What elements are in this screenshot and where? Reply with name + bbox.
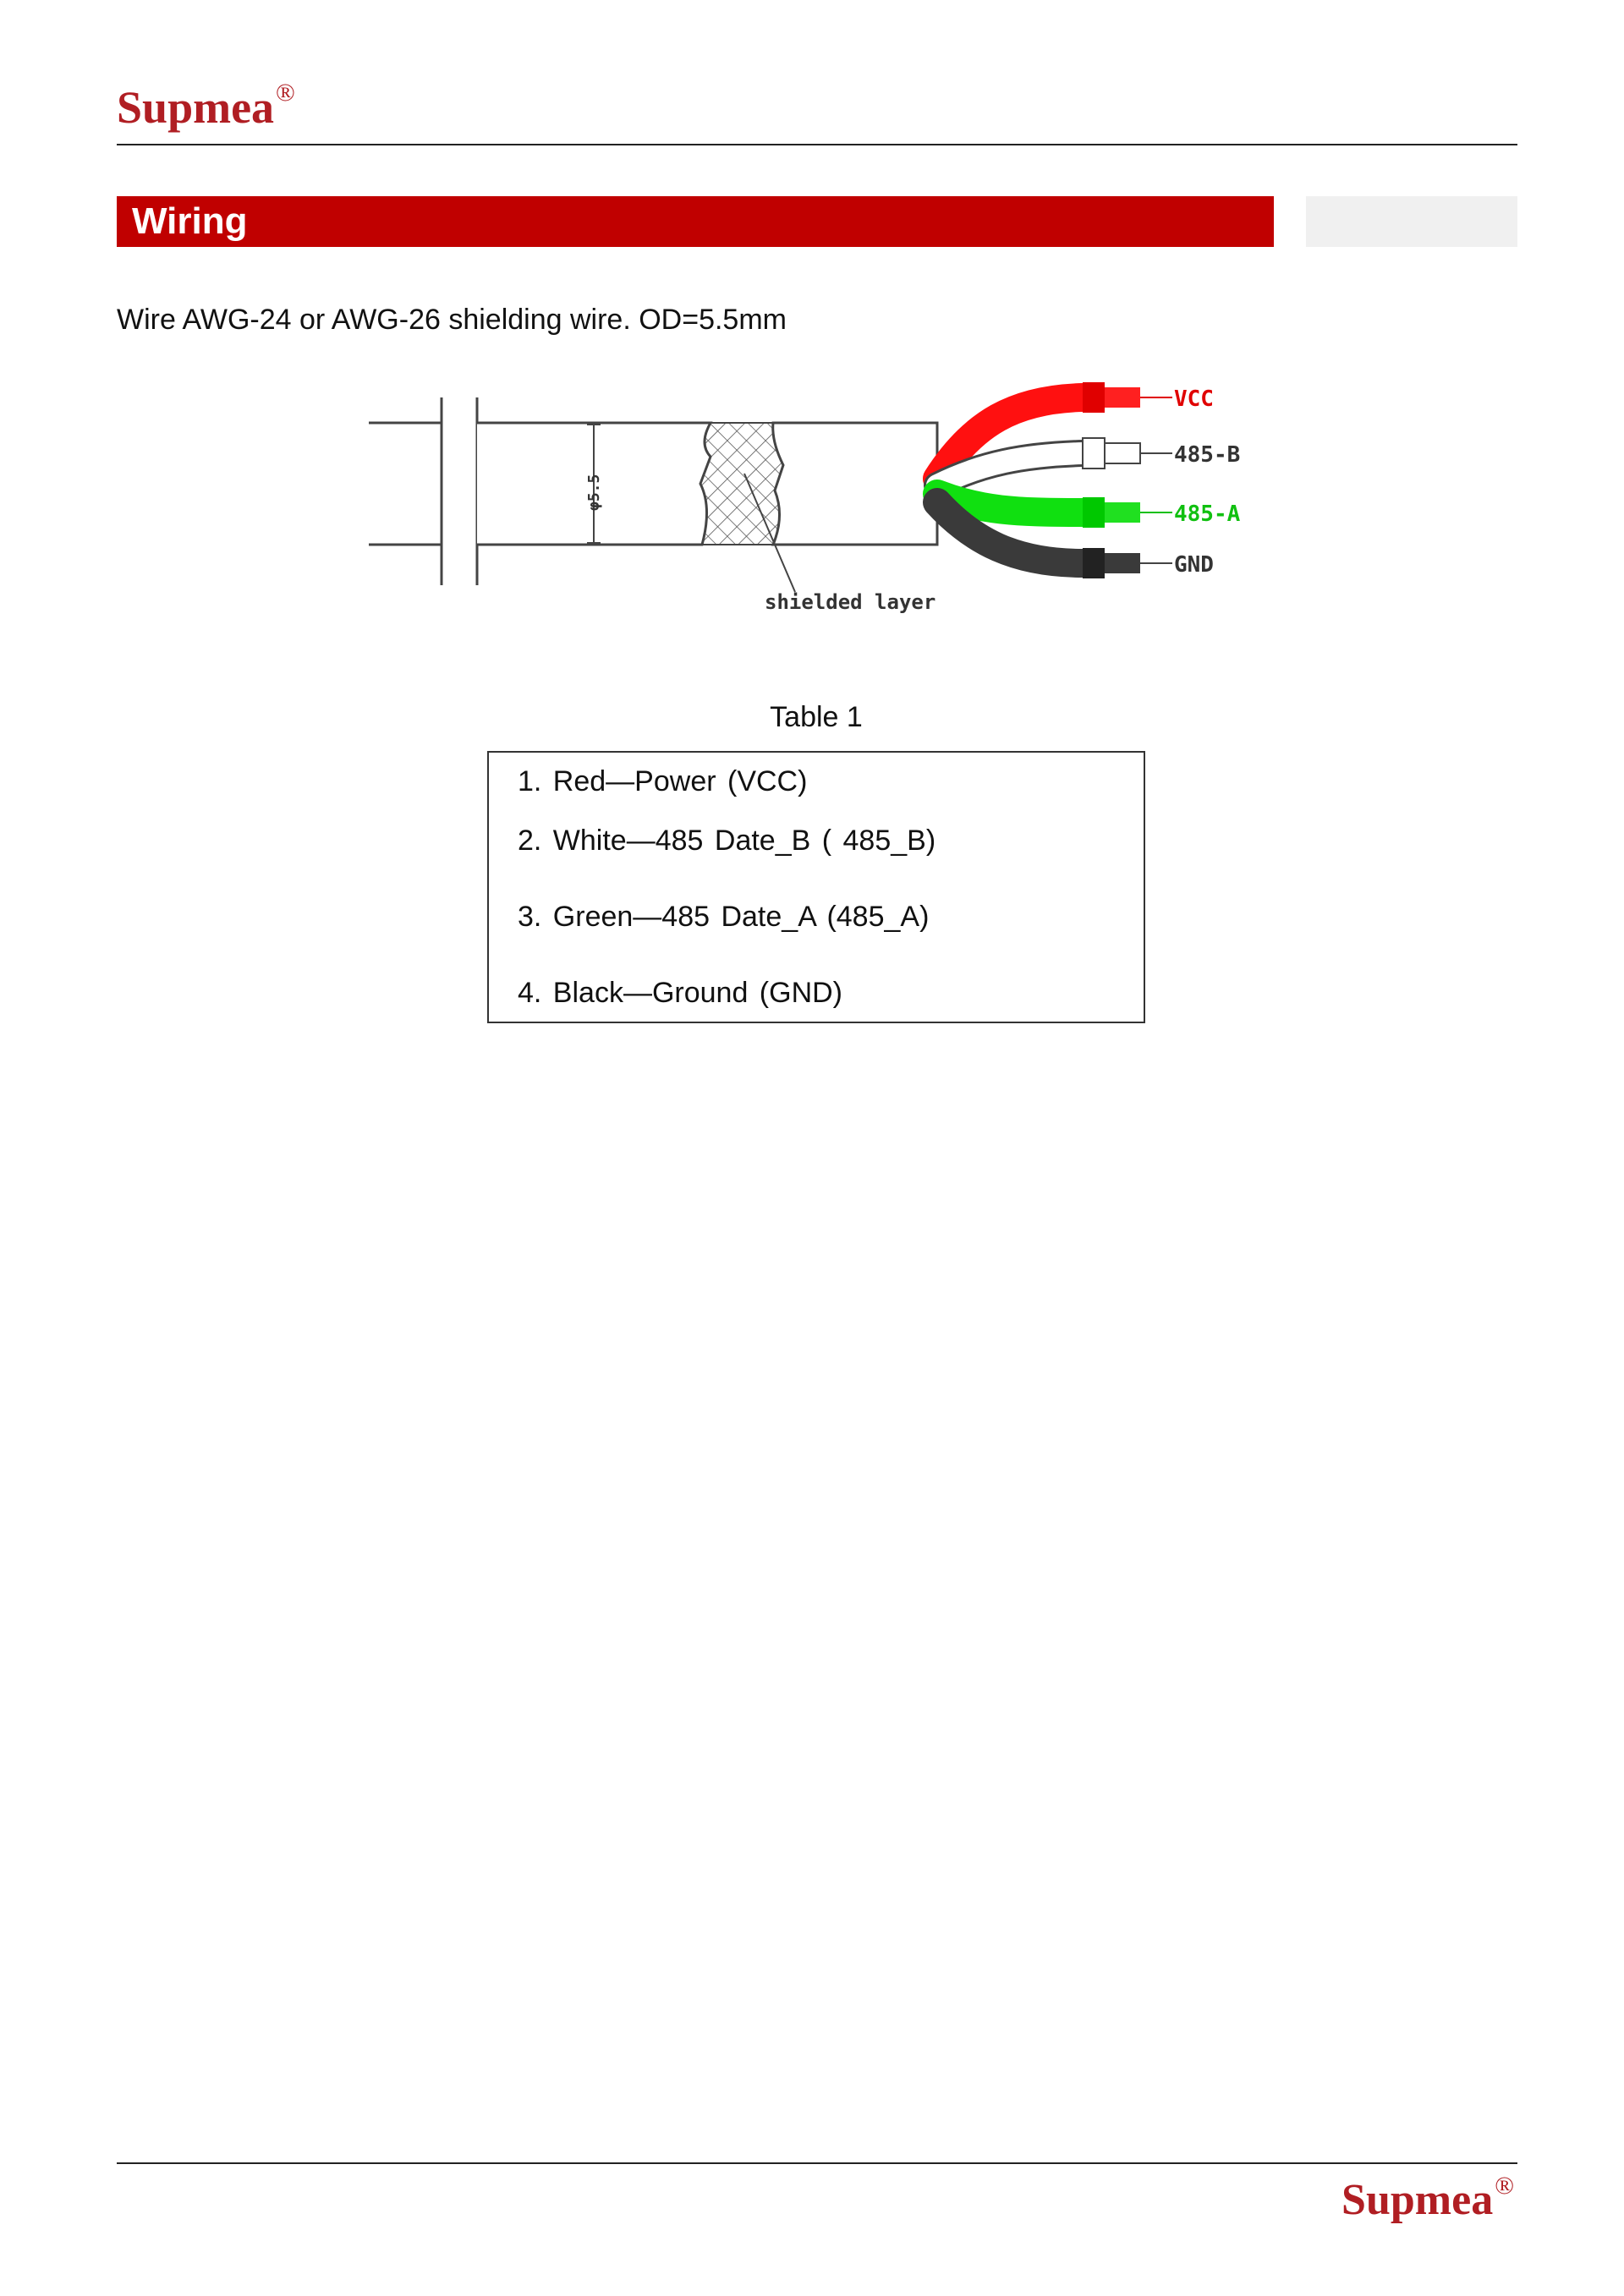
wire-label-vcc: VCC: [1174, 386, 1214, 412]
footer-logo-text: Supmea: [1341, 2176, 1494, 2224]
list-item: 2. White—485 Date_B ( 485_B): [518, 825, 936, 857]
footer-divider: [117, 2162, 1517, 2164]
section-title: Wiring: [132, 200, 248, 242]
header-logo-text: Supmea: [117, 82, 275, 133]
footer-logo: [1341, 2172, 1514, 2225]
cable-icon: [0, 0, 1624, 643]
list-item: 3. Green—485 Date_A (485_A): [518, 901, 930, 933]
registered-mark: ®: [1495, 2172, 1514, 2200]
shield-label: shielded layer: [765, 590, 936, 614]
wire-spec-text: Wire AWG-24 or AWG-26 shielding wire. OD=5.5mm: [117, 304, 787, 336]
list-item: 1. Red—Power (VCC): [518, 765, 808, 797]
wire-label-485b: 485-B: [1174, 442, 1241, 468]
list-item: 4. Black—Ground (GND): [518, 977, 842, 1009]
registered-mark: ®: [276, 79, 295, 107]
wire-label-485a: 485-A: [1174, 501, 1241, 527]
wire-label-gnd: GND: [1174, 552, 1214, 578]
table-caption: Table 1: [770, 701, 863, 733]
wire-color-table: [487, 751, 1145, 1023]
diameter-label: φ5.5: [585, 474, 603, 511]
